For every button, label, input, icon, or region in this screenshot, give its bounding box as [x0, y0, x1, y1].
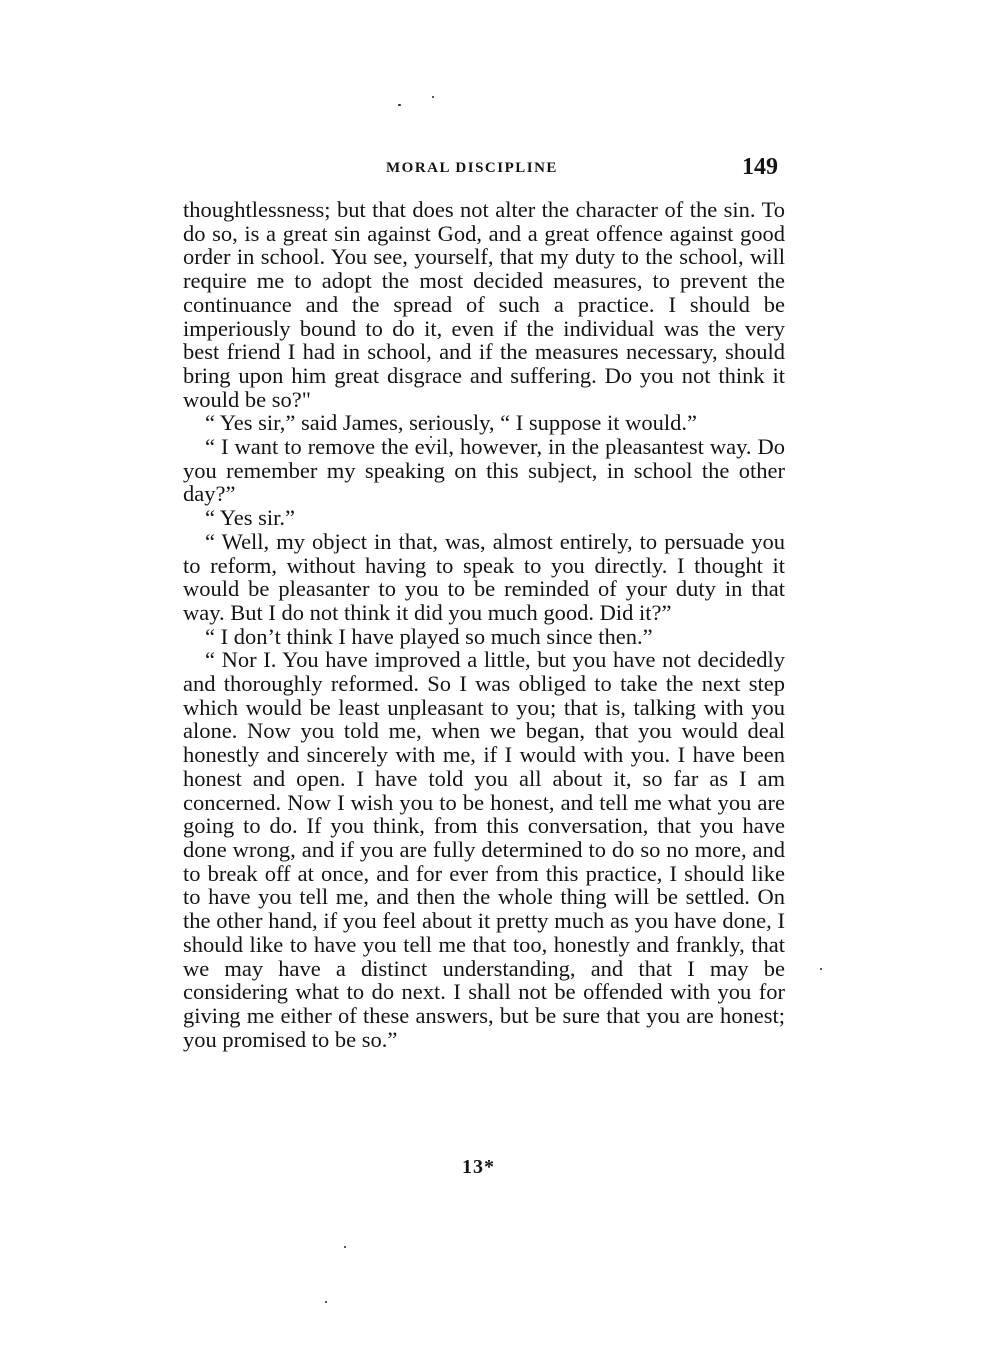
print-speck	[432, 96, 434, 98]
print-speck	[344, 1246, 346, 1248]
print-speck	[325, 1301, 327, 1303]
running-title: MORAL DISCIPLINE	[386, 160, 558, 176]
page-number: 149	[742, 154, 778, 180]
paragraph: “ Yes sir.”	[205, 505, 296, 531]
print-speck	[820, 968, 822, 970]
print-speck	[398, 104, 401, 106]
paragraph: “ Well, my object in that, was, almost entirely, to persuade you to reform, without having to speak to you directly. I thought it would be pleasanter to you to be reminded of your duty in that way. But I do not think it did you much good. Did it?”	[183, 528, 785, 625]
signature-mark: 13*	[462, 1156, 495, 1178]
paragraph: “ Yes sir,” said James, seriously, “ I suppose it would.”	[205, 410, 697, 436]
body-text	[183, 198, 785, 1051]
paragraph: “ I don’t think I have played so much since then.”	[205, 623, 653, 649]
paragraph: “ Nor I. You have improved a little, but you have not decidedly and thoroughly reformed. So I was obliged to take the next step which would be least unpleasant to you; that is, talking with you alone. Now you told me, when we began, that you would deal honestly and sincerely with me, if I would with you. I have been honest and open. I have told you all about it, so far as I am concerned. Now I wish you to be honest, and tell me what you are going to do. If you think, from this conversation, that you have done wrong, and if you are fully determined to do so no more, and to break off at once, and for ever from this practice, I should like to have you tell me, and then the whole thing will be settled. On the other hand, if you feel about it pretty much as you have done, I should like to have you tell me that too, honestly and frankly, that we may have a distinct understanding, and that I may be considering what to do next. I shall not be offended with you for giving me either of these answers, but be sure that you are honest; you promised to be so.”	[183, 647, 785, 1052]
paragraph-continued: thoughtlessness; but that does not alter the character of the sin. To do so, is a great sin against God, and a great offence against good order in school. You see, yourself, that my duty to the school, will require me to adopt the most decided measures, to prevent the continuance and the spread of such a practice. I should be imperiously bound to do it, even if the individual was the very best friend I had in school, and if the measures necessary, should bring upon him great disgrace and suffering. Do you not think it would be so?"	[183, 197, 785, 412]
running-header	[186, 150, 786, 186]
paragraph: “ I want to remove the evil, however, in the pleasantest way. Do you remember my speaking on this subject, in school the other day?”	[183, 434, 785, 507]
